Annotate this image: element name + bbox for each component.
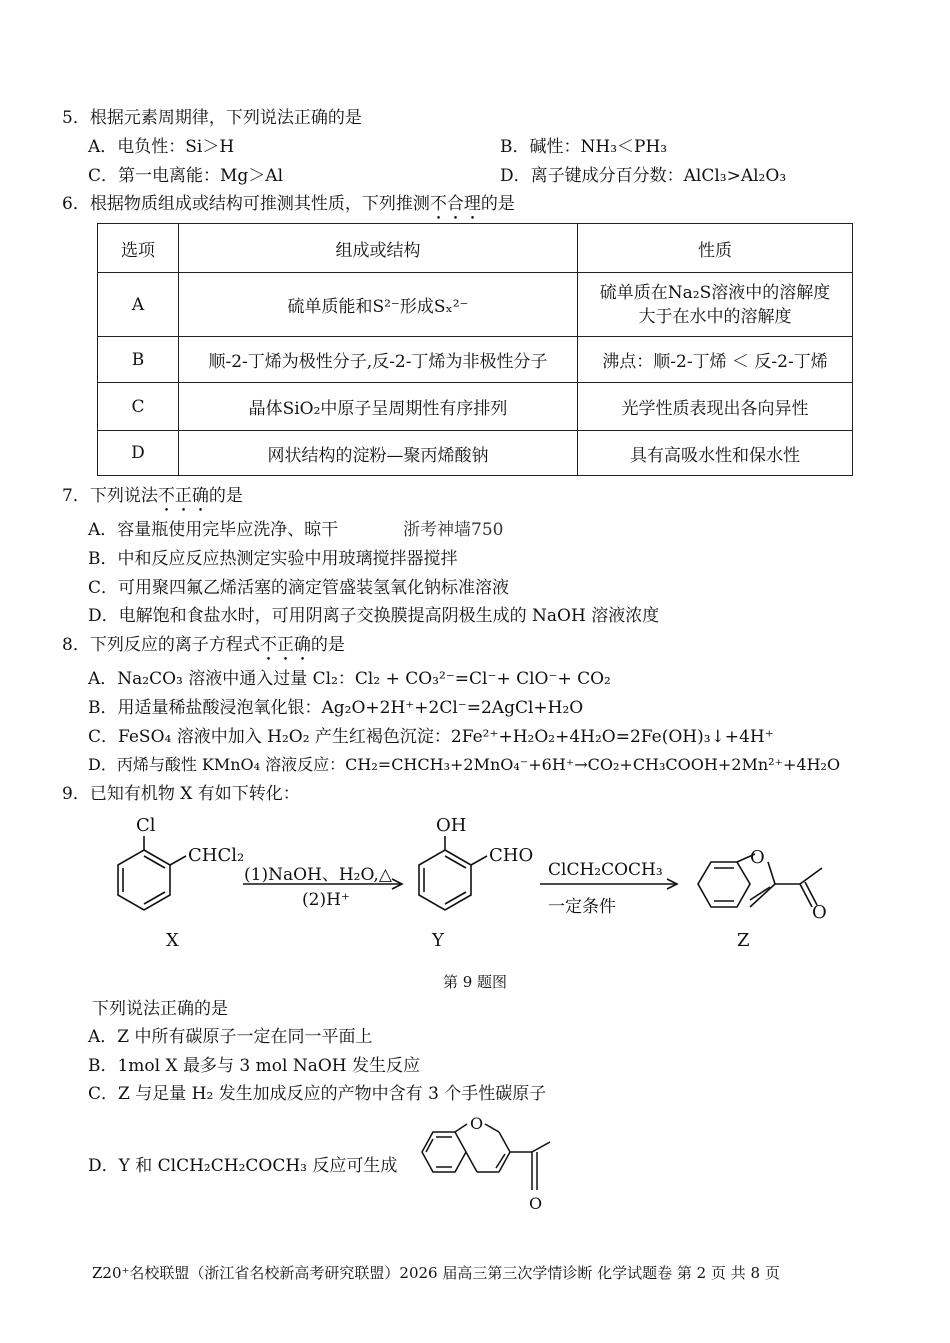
row-structure: 硫单质能和S²⁻形成Sₓ²⁻ — [179, 273, 578, 337]
label-x: X — [166, 930, 179, 951]
row-structure: 网状结构的淀粉—聚丙烯酸钠 — [179, 431, 578, 476]
q8-option-a: A．Na₂CO₃ 溶液中通入过量 Cl₂：Cl₂ + CO₃²⁻=Cl⁻+ ClO⁻+ CO₂ — [88, 669, 611, 689]
q8-option-d: D．丙烯与酸性 KMnO₄ 溶液反应：CH₂=CHCH₃+2MnO₄⁻+6H⁺→CO₂+CH₃COOH+2Mn²⁺+4H₂O — [88, 755, 841, 774]
q7-option-a: A．容量瓶使用完毕应洗净、晾干 — [88, 520, 339, 540]
table-row — [98, 431, 853, 476]
row-property: 沸点：顺-2-丁烯 ＜ 反-2-丁烯 — [578, 337, 853, 383]
row-property — [578, 273, 853, 337]
label-y: Y — [432, 930, 444, 951]
q8-stem-post: 的是 — [310, 635, 345, 655]
q7-option-b: B．中和反应反应热测定实验中用玻璃搅拌器搅拌 — [88, 549, 458, 569]
option-d-ring-oxygen: O — [470, 1114, 484, 1133]
row-property: 光学性质表现出各向异性 — [578, 383, 853, 431]
figure-caption: 第 9 题图 — [442, 973, 508, 991]
q8-stem — [62, 634, 345, 665]
arrow-1-reagent-bottom: (2)H⁺ — [302, 890, 350, 910]
row-option: D — [98, 431, 179, 476]
y-benzene-ring — [419, 836, 487, 910]
q8-stem-emphasis: 不正确 — [259, 635, 311, 655]
q9-option-a: A．Z 中所有碳原子一定在同一平面上 — [88, 1027, 373, 1047]
z-ring-oxygen: O — [750, 847, 765, 868]
q5-option-d: D．离子键成分百分数：AlCl₃>Al₂O₃ — [500, 166, 787, 186]
table-header-row — [98, 224, 853, 273]
x-substituent-chcl2: CHCl₂ — [188, 845, 245, 866]
watermark-text: 浙考神墙750 — [403, 520, 504, 540]
row-structure: 顺-2-丁烯为极性分子,反-2-丁烯为非极性分子 — [179, 337, 578, 383]
q7-stem-pre: 7．下列说法 — [62, 486, 158, 506]
x-substituent-cl: Cl — [136, 815, 156, 836]
q7-option-d: D．电解饱和食盐水时，可用阴离子交换膜提高阴极生成的 NaOH 溶液浓度 — [88, 606, 660, 626]
option-d-carbonyl-oxygen: O — [529, 1194, 543, 1213]
q5-option-c: C．第一电离能：Mg＞Al — [88, 166, 284, 186]
arrow-1-reagent-top: (1)NaOH、H₂O,△ — [244, 865, 392, 885]
q6-stem-post: 的是 — [480, 194, 515, 214]
row-option: B — [98, 337, 179, 383]
header-property: 性质 — [578, 224, 853, 273]
q6-stem-pre: 6．根据物质组成或结构可推测其性质，下列推测 — [62, 194, 430, 214]
arrow-2-reagent-bottom: 一定条件 — [548, 897, 616, 917]
label-z: Z — [737, 930, 750, 951]
row-option: A — [98, 273, 179, 337]
q7-option-c: C．可用聚四氟乙烯活塞的滴定管盛装氢氧化钠标准溶液 — [88, 578, 510, 598]
q8-option-b: B．用适量稀盐酸浸泡氧化银：Ag₂O+2H⁺+2Cl⁻=2AgCl+H₂O — [88, 698, 584, 718]
q7-stem-emphasis: 不正确 — [157, 486, 209, 506]
table-row — [98, 337, 853, 383]
q5-stem: 5．根据元素周期律，下列说法正确的是 — [62, 108, 362, 128]
arrow-2-reagent-top: ClCH₂COCH₃ — [548, 860, 663, 880]
q6-stem — [62, 193, 515, 224]
table-row — [98, 383, 853, 431]
q9-stem: 9．已知有机物 X 有如下转化： — [62, 784, 300, 804]
page-footer: Z20⁺名校联盟（浙江省名校新高考研究联盟）2026 届高三第三次学情诊断 化学试题卷 第 2 页 共 8 页 — [92, 1264, 780, 1282]
q8-option-c: C．FeSO₄ 溶液中加入 H₂O₂ 产生红褐色沉淀：2Fe²⁺+H₂O₂+4H₂O=2Fe(OH)₃↓+4H⁺ — [88, 727, 774, 747]
row-property-line2: 大于在水中的溶解度 — [638, 306, 792, 327]
row-property: 具有高吸水性和保水性 — [578, 431, 853, 476]
q6-table — [97, 223, 853, 476]
x-benzene-ring — [118, 836, 186, 910]
header-option: 选项 — [98, 224, 179, 273]
header-structure: 组成或结构 — [179, 224, 578, 273]
row-structure: 晶体SiO₂中原子呈周期性有序排列 — [179, 383, 578, 431]
q6-stem-emphasis: 不合理 — [429, 194, 481, 214]
q5-option-b: B．碱性：NH₃＜PH₃ — [500, 137, 668, 157]
row-option: C — [98, 383, 179, 431]
q8-stem-pre: 8．下列反应的离子方程式 — [62, 635, 260, 655]
table-row — [98, 273, 853, 337]
q5-option-a: A．电负性：Si＞H — [88, 137, 235, 157]
q9-option-d: D．Y 和 ClCH₂CH₂COCH₃ 反应可生成 — [88, 1156, 398, 1176]
y-substituent-cho: CHO — [489, 845, 534, 866]
q9-option-c: C．Z 与足量 H₂ 发生加成反应的产物中含有 3 个手性碳原子 — [88, 1084, 547, 1104]
q7-stem — [62, 485, 243, 516]
z-carbonyl-oxygen: O — [812, 902, 827, 923]
y-substituent-oh: OH — [436, 815, 467, 836]
q9-sub-stem: 下列说法正确的是 — [92, 999, 228, 1019]
q7-stem-post: 的是 — [208, 486, 243, 506]
q9-option-b: B．1mol X 最多与 3 mol NaOH 发生反应 — [88, 1056, 421, 1076]
row-property-line1: 硫单质在Na₂S溶液中的溶解度 — [599, 282, 831, 303]
